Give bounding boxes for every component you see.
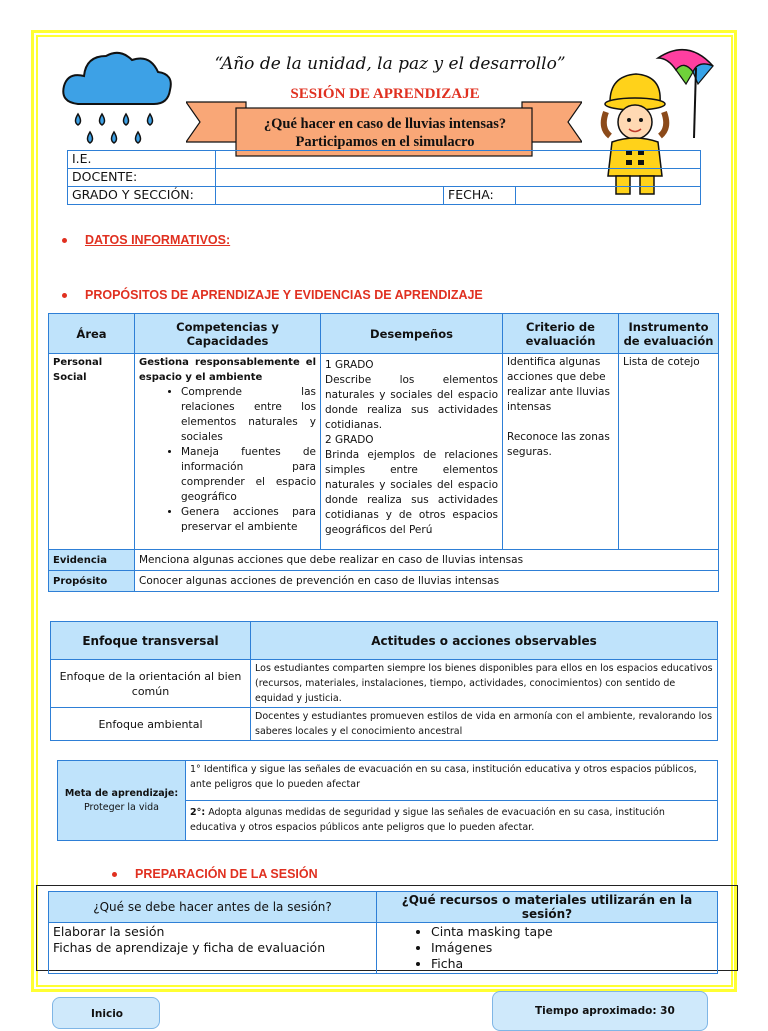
- header-desempenos: Desempeños: [321, 314, 503, 354]
- goal-value: Proteger la vida: [83, 801, 160, 813]
- goal-1: 1° Identifica y sigue las señales de evacuación en su casa, institución educativa y otros espacios públicos, ante peligros que lo pueden afectar: [186, 761, 718, 801]
- docente-value[interactable]: [216, 169, 701, 187]
- fecha-label: FECHA:: [444, 187, 516, 205]
- bullet-icon: [62, 238, 67, 243]
- bullet-icon: [62, 293, 67, 298]
- before-cell: [49, 923, 377, 974]
- purpose-label: Propósito: [49, 571, 135, 592]
- approach-name: Enfoque de la orientación al bien común: [51, 660, 251, 708]
- grado-value[interactable]: [216, 187, 444, 205]
- approaches-table: [50, 621, 718, 741]
- header-actitudes: Actitudes o acciones observables: [251, 622, 718, 660]
- fecha-value[interactable]: [516, 187, 701, 205]
- capacity-item: • Maneja fuentes de información para comprender el espacio geográfico: [181, 445, 316, 505]
- session-topic-line2: Participamos en el simulacro: [295, 134, 475, 150]
- header-enfoque: Enfoque transversal: [51, 622, 251, 660]
- evidence-label: Evidencia: [49, 550, 135, 571]
- preparacion-heading: PREPARACIÓN DE LA SESIÓN: [112, 867, 318, 881]
- learning-goal-table: [57, 760, 718, 841]
- goal-2-cell: [186, 801, 718, 841]
- year-motto: “Año de la unidad, la paz y el desarrollo”: [214, 54, 566, 74]
- resource-item: • Cinta masking tape: [431, 924, 713, 940]
- goal-label: Meta de aprendizaje:: [64, 787, 179, 799]
- session-topic-line1: ¿Qué hacer en caso de lluvias intensas?: [263, 116, 507, 132]
- datos-heading: DATOS INFORMATIVOS:: [62, 233, 230, 247]
- ie-label: I.E.: [68, 151, 216, 169]
- tiempo-label: Tiempo aproximado: 30: [492, 991, 708, 1031]
- info-table: [67, 150, 701, 205]
- before-item: Elaborar la sesión: [53, 924, 165, 939]
- header-criterio: Criterio de evaluación: [503, 314, 619, 354]
- resource-item: • Ficha: [431, 956, 713, 972]
- docente-label: DOCENTE:: [68, 169, 216, 187]
- goal-2: Adopta algunas medidas de seguridad y sigue las señales de evacuación en su casa, institución educativa y otros espacios públicos ante peligros que lo pueden afectar.: [190, 807, 665, 833]
- grade1-label: 1 GRADO: [325, 359, 374, 371]
- capacity-item: • Genera acciones para preservar el ambiente: [181, 505, 316, 535]
- competence-cell: [135, 354, 321, 550]
- capacities-list: [139, 385, 316, 535]
- session-topic: [250, 115, 520, 151]
- area-cell: Personal Social: [49, 354, 135, 550]
- before-item: Fichas de aprendizaje y ficha de evaluación: [53, 940, 326, 955]
- performance-cell: [321, 354, 503, 550]
- rain-cloud-icon: [58, 42, 176, 152]
- criterion-1: Identifica algunas acciones que debe realizar ante lluvias intensas: [507, 356, 610, 413]
- approach-name: Enfoque ambiental: [51, 708, 251, 741]
- header-before: ¿Qué se debe hacer antes de la sesión?: [49, 892, 377, 923]
- competence-title: Gestiona responsablemente el espacio y el ambiente: [139, 357, 316, 383]
- header-area: Área: [49, 314, 135, 354]
- criterion-2: Reconoce las zonas seguras.: [507, 431, 610, 458]
- grade1-text: Describe los elementos naturales y sociales del espacio donde realiza sus actividades cotidianas.: [325, 374, 498, 431]
- grado-label: GRADO Y SECCIÓN:: [68, 187, 216, 205]
- resource-item: • Imágenes: [431, 940, 713, 956]
- goal-2-prefix: 2°:: [190, 807, 206, 818]
- header-resources: ¿Qué recursos o materiales utilizarán en la sesión?: [377, 892, 718, 923]
- approach-text: Docentes y estudiantes promueven estilos de vida en armonía con el ambiente, revalorando los saberes locales y el conocimiento ancestral: [251, 708, 718, 741]
- purposes-table: [48, 313, 719, 592]
- session-title: SESIÓN DE APRENDIZAJE: [290, 86, 480, 102]
- preparation-table: [48, 891, 718, 974]
- header-instrumento: Instrumento de evaluación: [619, 314, 719, 354]
- resources-list: [381, 924, 713, 972]
- purpose-text: Conocer algunas acciones de prevención en caso de lluvias intensas: [135, 571, 719, 592]
- resources-cell: [377, 923, 718, 974]
- instrument-cell: Lista de cotejo: [619, 354, 719, 550]
- approach-text: Los estudiantes comparten siempre los bienes disponibles para ellos en los espacios educativos (recursos, materiales, instalaciones, tiempo, actividades, conocimientos) con sentido de equidad y justicia.: [251, 660, 718, 708]
- evidence-text: Menciona algunas acciones que debe realizar en caso de lluvias intensas: [135, 550, 719, 571]
- grade2-label: 2 GRADO: [325, 434, 374, 446]
- grade2-text: Brinda ejemplos de relaciones simples entre elementos naturales y sociales del espacio donde realiza sus actividades cotidianas y de otros espacios geográficos del Perú: [325, 449, 498, 536]
- criterion-cell: [503, 354, 619, 550]
- ie-value[interactable]: [216, 151, 701, 169]
- bullet-icon: [112, 872, 117, 877]
- inicio-label: Inicio: [52, 997, 160, 1029]
- propositos-heading: PROPÓSITOS DE APRENDIZAJE Y EVIDENCIAS DE APRENDIZAJE: [62, 288, 483, 302]
- goal-label-cell: [58, 761, 186, 841]
- header-competencias: Competencias y Capacidades: [135, 314, 321, 354]
- capacity-item: • Comprende las relaciones entre los elementos naturales y sociales: [181, 385, 316, 445]
